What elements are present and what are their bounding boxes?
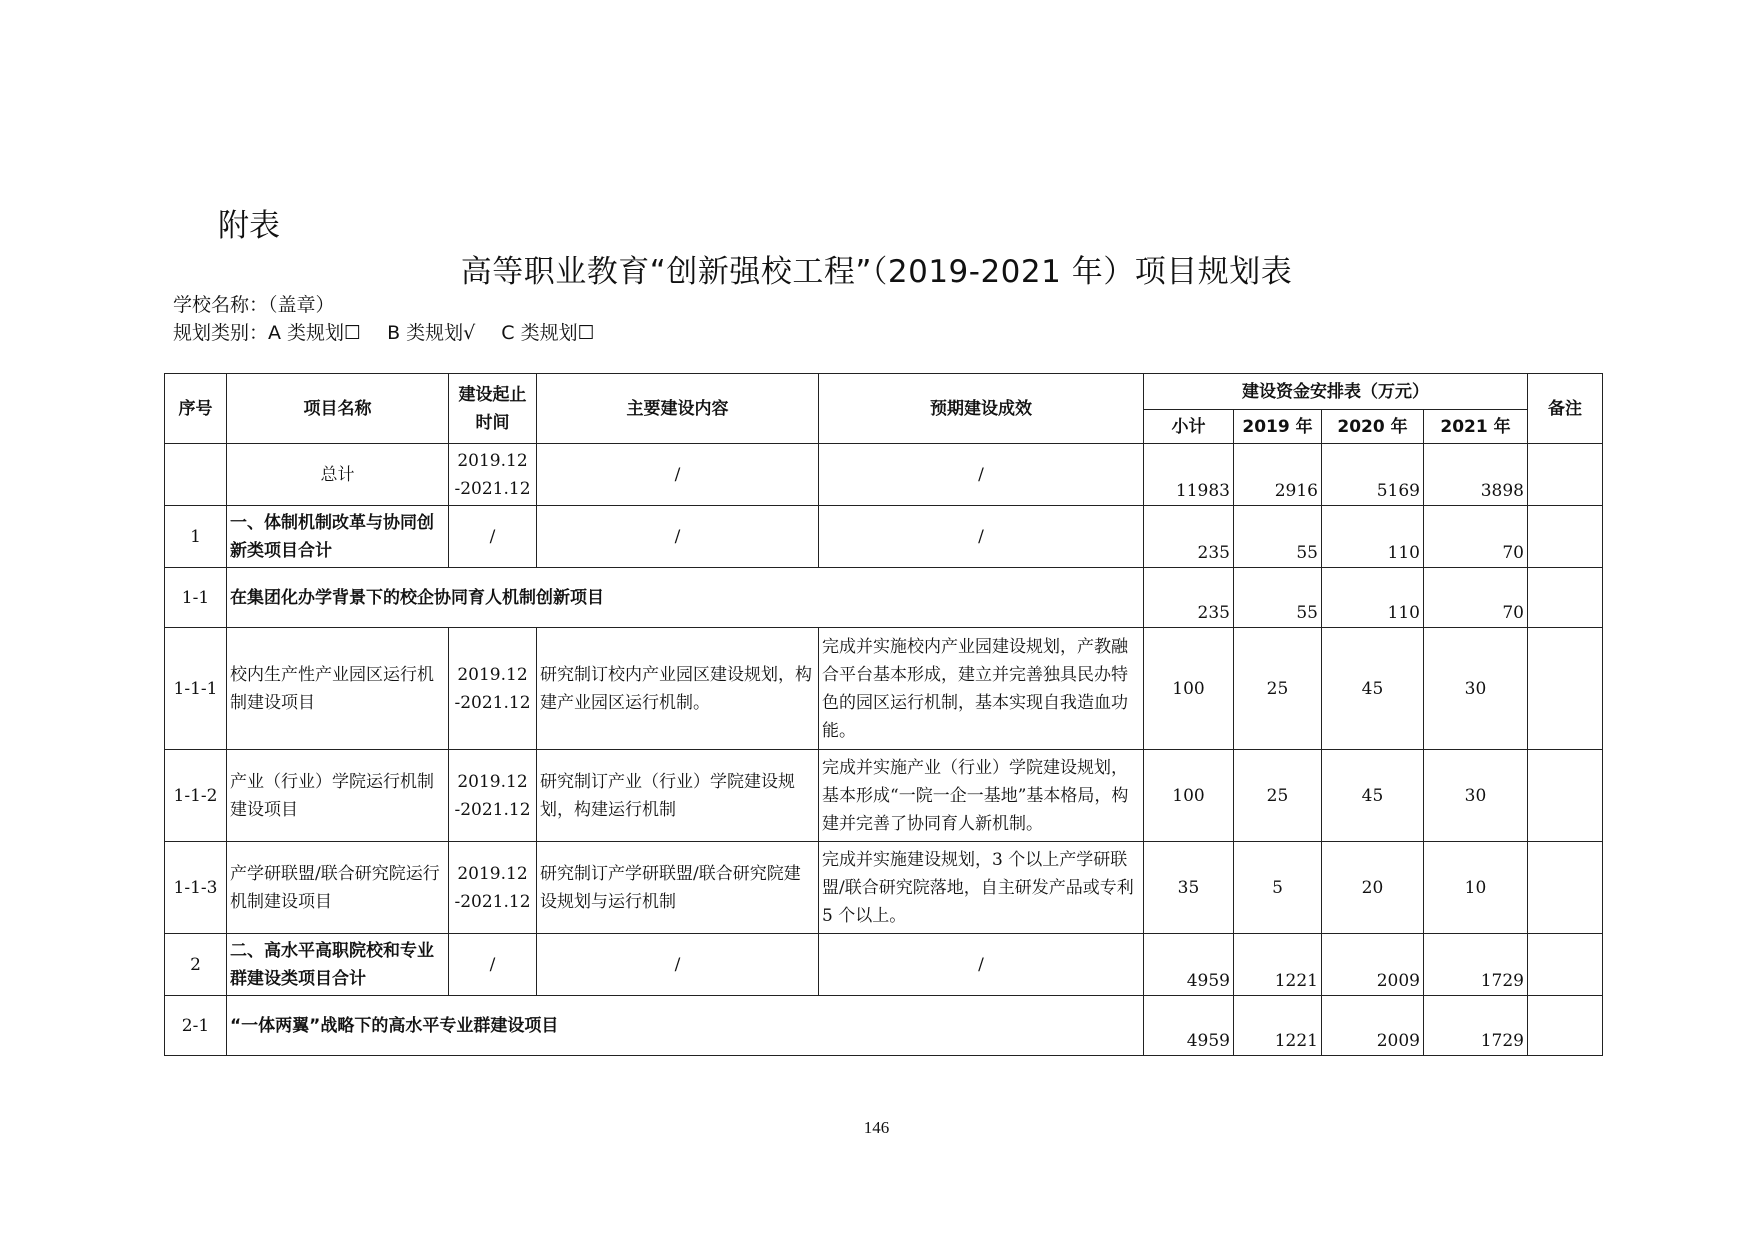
row2-1-2019: 1221 <box>1234 996 1322 1056</box>
total-period-end: -2021.12 <box>454 478 531 499</box>
row1-1-3-period <box>449 842 537 934</box>
row1-2021: 70 <box>1424 506 1528 568</box>
row1-1-1-2019: 25 <box>1234 628 1322 750</box>
row1-1-2-seq: 1-1-2 <box>165 750 227 842</box>
row1-1-3-2020: 20 <box>1322 842 1424 934</box>
row1-1-2-2020: 45 <box>1322 750 1424 842</box>
row1-1-1-content: 研究制订校内产业园区建设规划，构建产业园区运行机制。 <box>537 628 819 750</box>
row2-subtotal: 4959 <box>1144 934 1234 996</box>
row2-1-2020: 2009 <box>1322 996 1424 1056</box>
row1-2020: 110 <box>1322 506 1424 568</box>
row2-1-remark <box>1528 996 1603 1056</box>
table-row-1-1-1 <box>165 628 1603 750</box>
row2-1-subtotal: 4959 <box>1144 996 1234 1056</box>
category-b: B 类规划√ <box>387 322 476 344</box>
header-content: 主要建设内容 <box>537 374 819 444</box>
row1-1-3-content: 研究制订产学研联盟/联合研究院建设规划与运行机制 <box>537 842 819 934</box>
row1-1-2-2019: 25 <box>1234 750 1322 842</box>
row2-1-name: “一体两翼”战略下的高水平专业群建设项目 <box>227 996 1144 1056</box>
row2-effect: / <box>819 934 1144 996</box>
row1-1-1-remark <box>1528 628 1603 750</box>
row1-content: / <box>537 506 819 568</box>
row1-subtotal: 235 <box>1144 506 1234 568</box>
row1-1-2-name: 产业（行业）学院运行机制建设项目 <box>227 750 449 842</box>
row1-1-name: 在集团化办学背景下的校企协同育人机制创新项目 <box>227 568 1144 628</box>
row1-seq: 1 <box>165 506 227 568</box>
school-name-line: 学校名称：（盖章） <box>173 294 335 316</box>
row1-1-1-name: 校内生产性产业园区运行机制建设项目 <box>227 628 449 750</box>
header-seq: 序号 <box>165 374 227 444</box>
row1-1-3-period-end: -2021.12 <box>454 891 531 912</box>
project-plan-table <box>164 373 1603 1056</box>
table-row-1-1-3 <box>165 842 1603 934</box>
row1-1-2-effect: 完成并实施产业（行业）学院建设规划，基本形成“一院一企一基地”基本格局，构建并完善了协同育人新机制。 <box>819 750 1144 842</box>
total-2021: 3898 <box>1424 444 1528 506</box>
row2-seq: 2 <box>165 934 227 996</box>
total-seq <box>165 444 227 506</box>
table-row-2 <box>165 934 1603 996</box>
row1-period: / <box>449 506 537 568</box>
row1-1-3-period-start: 2019.12 <box>457 863 528 884</box>
row2-period: / <box>449 934 537 996</box>
header-2019: 2019 年 <box>1234 410 1322 444</box>
total-2020: 5169 <box>1322 444 1424 506</box>
row1-1-3-effect: 完成并实施建设规划，3 个以上产学研联盟/联合研究院落地，自主研发产品或专利 5 个以上。 <box>819 842 1144 934</box>
row1-2019: 55 <box>1234 506 1322 568</box>
row1-name: 一、体制机制改革与协同创新类项目合计 <box>227 506 449 568</box>
total-effect: / <box>819 444 1144 506</box>
table-row-1 <box>165 506 1603 568</box>
row1-1-1-2021: 30 <box>1424 628 1528 750</box>
header-period-line2: 时间 <box>475 412 510 433</box>
row2-content: / <box>537 934 819 996</box>
page-number: 146 <box>863 1118 890 1137</box>
row1-1-1-effect: 完成并实施校内产业园建设规划，产教融合平台基本形成，建立并完善独具民办特色的园区运行机制，基本实现自我造血功能。 <box>819 628 1144 750</box>
row2-2020: 2009 <box>1322 934 1424 996</box>
total-2019: 2916 <box>1234 444 1322 506</box>
row1-1-1-period-start: 2019.12 <box>457 664 528 685</box>
row1-1-2-remark <box>1528 750 1603 842</box>
header-2021: 2021 年 <box>1424 410 1528 444</box>
row2-1-2021: 1729 <box>1424 996 1528 1056</box>
row1-1-3-seq: 1-1-3 <box>165 842 227 934</box>
row1-1-subtotal: 235 <box>1144 568 1234 628</box>
row1-1-2-content: 研究制订产业（行业）学院建设规划，构建运行机制 <box>537 750 819 842</box>
row2-name: 二、高水平高职院校和专业群建设类项目合计 <box>227 934 449 996</box>
row1-remark <box>1528 506 1603 568</box>
row1-1-3-2021: 10 <box>1424 842 1528 934</box>
plan-category-label: 规划类别： <box>173 322 269 344</box>
category-c: C 类规划☐ <box>501 322 595 344</box>
table-row-1-1-2 <box>165 750 1603 842</box>
row2-remark <box>1528 934 1603 996</box>
row1-1-2-2021: 30 <box>1424 750 1528 842</box>
row2-1-seq: 2-1 <box>165 996 227 1056</box>
row1-1-seq: 1-1 <box>165 568 227 628</box>
total-subtotal: 11983 <box>1144 444 1234 506</box>
total-period-start: 2019.12 <box>457 450 528 471</box>
plan-category-line <box>173 318 621 345</box>
header-funds: 建设资金安排表（万元） <box>1144 374 1528 410</box>
header-name: 项目名称 <box>227 374 449 444</box>
header-2020: 2020 年 <box>1322 410 1424 444</box>
row2-2019: 1221 <box>1234 934 1322 996</box>
table-row-1-1 <box>165 568 1603 628</box>
total-period <box>449 444 537 506</box>
header-period <box>449 374 537 444</box>
header-remark: 备注 <box>1528 374 1603 444</box>
row1-1-3-subtotal: 35 <box>1144 842 1234 934</box>
table-row-2-1 <box>165 996 1603 1056</box>
row1-1-3-name: 产学研联盟/联合研究院运行机制建设项目 <box>227 842 449 934</box>
row1-1-2021: 70 <box>1424 568 1528 628</box>
row1-1-1-period <box>449 628 537 750</box>
document-title: 高等职业教育“创新强校工程”（2019-2021 年）项目规划表 <box>460 254 1293 290</box>
header-row-1 <box>165 374 1603 410</box>
row1-1-2-period <box>449 750 537 842</box>
row1-1-3-2019: 5 <box>1234 842 1322 934</box>
header-period-line1: 建设起止 <box>458 384 527 405</box>
row1-1-1-seq: 1-1-1 <box>165 628 227 750</box>
row2-2021: 1729 <box>1424 934 1528 996</box>
row1-effect: / <box>819 506 1144 568</box>
row1-1-remark <box>1528 568 1603 628</box>
header-effect: 预期建设成效 <box>819 374 1144 444</box>
total-remark <box>1528 444 1603 506</box>
appendix-label: 附表 <box>218 208 280 244</box>
total-content: / <box>537 444 819 506</box>
row1-1-3-remark <box>1528 842 1603 934</box>
row1-1-1-subtotal: 100 <box>1144 628 1234 750</box>
row1-1-1-2020: 45 <box>1322 628 1424 750</box>
row1-1-2020: 110 <box>1322 568 1424 628</box>
row1-1-2-period-start: 2019.12 <box>457 771 528 792</box>
header-subtotal: 小计 <box>1144 410 1234 444</box>
category-a: A 类规划☐ <box>268 322 362 344</box>
total-name: 总计 <box>227 444 449 506</box>
table-row-total <box>165 444 1603 506</box>
row1-1-1-period-end: -2021.12 <box>454 692 531 713</box>
row1-1-2-period-end: -2021.12 <box>454 799 531 820</box>
row1-1-2-subtotal: 100 <box>1144 750 1234 842</box>
row1-1-2019: 55 <box>1234 568 1322 628</box>
